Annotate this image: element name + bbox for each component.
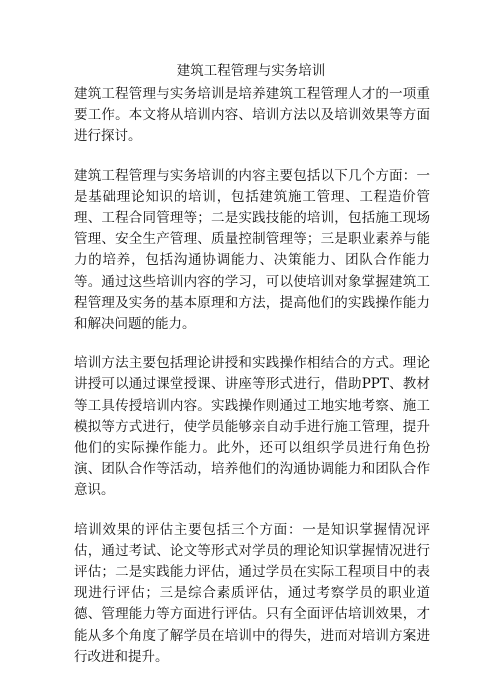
document-body <box>74 84 430 686</box>
paragraph-training-methods: 培训方法主要包括理论讲授和实践操作相结合的方式。理论讲授可以通过课堂授课、讲座等形式进行，借助PPT、教材等工具传授培训内容。实践操作则通过工地实地考察、施工模拟等方式进行，使学员能够亲自动手进行施工管理，提升他们的实际操作能力。此外，还可以组织学员进行角色扮演、团队合作等活动，培养他们的沟通协调能力和团队合作意识。 <box>74 355 430 499</box>
paragraph-intro: 建筑工程管理与实务培训是培养建筑工程管理人才的一项重要工作。本文将从培训内容、培训方法以及培训效果等方面进行探讨。 <box>74 86 430 145</box>
paragraph-training-content: 建筑工程管理与实务培训的内容主要包括以下几个方面：一是基础理论知识的培训，包括建筑施工管理、工程造价管理、工程合同管理等；二是实践技能的培训，包括施工现场管理、安全生产管理、质量控制管理等；三是职业素养与能力的培养，包括沟通协调能力、决策能力、团队合作能力等。通过这些培训内容的学习，可以使培训对象掌握建筑工程管理及实务的基本原理和方法，提高他们的实践操作能力和解决问题的能力。 <box>74 167 430 333</box>
document-title: 建筑工程管理与实务培训 <box>176 63 326 79</box>
paragraph-training-evaluation: 培训效果的评估主要包括三个方面：一是知识掌握情况评估，通过考试、论文等形式对学员的理论知识掌握情况进行评估；二是实践能力评估，通过学员在实际工程项目中的表现进行评估；三是综合素质评估，通过考察学员的职业道德、管理能力等方面进行评估。只有全面评估培训效果，才能从多个角度了解学员在培训中的得失，进而对培训方案进行改进和提升。 <box>74 521 430 665</box>
